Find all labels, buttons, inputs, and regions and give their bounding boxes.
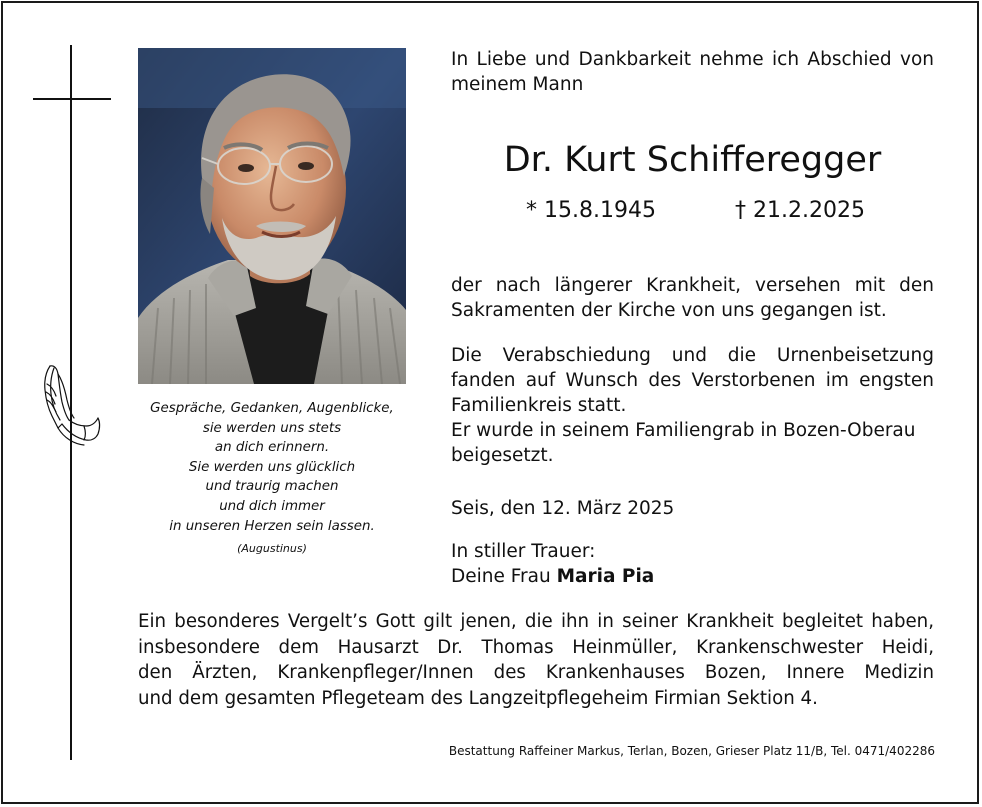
intro-line-2: meinem Mann [451, 74, 584, 95]
intro-text [451, 47, 934, 97]
poem-line: Gespräche, Gedanken, Augenblicke, [150, 401, 394, 416]
paragraph-line: der nach längerer Krankheit, versehen mit den [451, 275, 934, 296]
intro-line-1: In Liebe und Dankbarkeit nehme ich Abschied von [451, 49, 934, 70]
poem-line: und dich immer [219, 498, 325, 514]
mourning-line: In stiller Trauer: [451, 541, 596, 562]
portrait-photo [138, 48, 406, 384]
death-date: † 21.2.2025 [735, 198, 865, 223]
thanks-line: den Ärzten, Krankenpfleger/Innen des Krankenhauses Bozen, Innere Medizin [138, 662, 934, 683]
praying-hands-icon [38, 362, 104, 448]
poem-line: Sie werden uns glücklich [188, 459, 356, 475]
poem-line: an dich erinnern. [214, 440, 330, 456]
paragraph-farewell [451, 343, 934, 468]
paragraph-line: Die Verabschiedung und die Urnenbeisetzung [451, 345, 934, 366]
funeral-home-info: Bestattung Raffeiner Markus, Terlan, Bozen, Grieser Platz 11/B, Tel. 0471/402286 [448, 744, 935, 758]
thanks-line: und dem gesamten Pflegeteam des Langzeitpflegeheim Firmian Sektion 4. [138, 687, 818, 709]
thanks-line: Ein besonderes Vergelt’s Gott gilt jenen, die ihn in seiner Krankheit begleitet haben, [138, 611, 934, 632]
deceased-name: Dr. Kurt Schifferegger [503, 140, 882, 180]
poem [130, 399, 414, 562]
mourning-prefix: Deine Frau [451, 566, 557, 587]
poem-line: in unseren Herzen sein lassen. [169, 518, 375, 534]
poem-line: sie werden uns stets [202, 420, 342, 436]
paragraph-line: fanden auf Wunsch des Verstorbenen im engsten [451, 370, 934, 391]
birth-date: * 15.8.1945 [526, 198, 656, 223]
wife-name: Maria Pia [556, 566, 655, 587]
mourning-family-line [451, 564, 934, 589]
paragraph-line: Familienkreis statt. [451, 395, 627, 416]
paragraph-line: Sakramenten der Kirche von uns gegangen ist. [451, 300, 887, 321]
thanks-paragraph [138, 609, 934, 711]
paragraph-line: beigesetzt. [451, 445, 554, 466]
poem-line: und traurig machen [205, 479, 339, 495]
place-date: Seis, den 12. März 2025 [451, 498, 675, 519]
thanks-line: insbesondere dem Hausarzt Dr. Thomas Heinmüller, Krankenschwester Heidi, [138, 636, 934, 658]
poem-source: (Augustinus) [237, 542, 307, 556]
paragraph-illness [451, 273, 934, 323]
paragraph-line: Er wurde in seinem Familiengrab in Bozen-Oberau [451, 420, 916, 441]
mourning-signature [451, 539, 934, 589]
